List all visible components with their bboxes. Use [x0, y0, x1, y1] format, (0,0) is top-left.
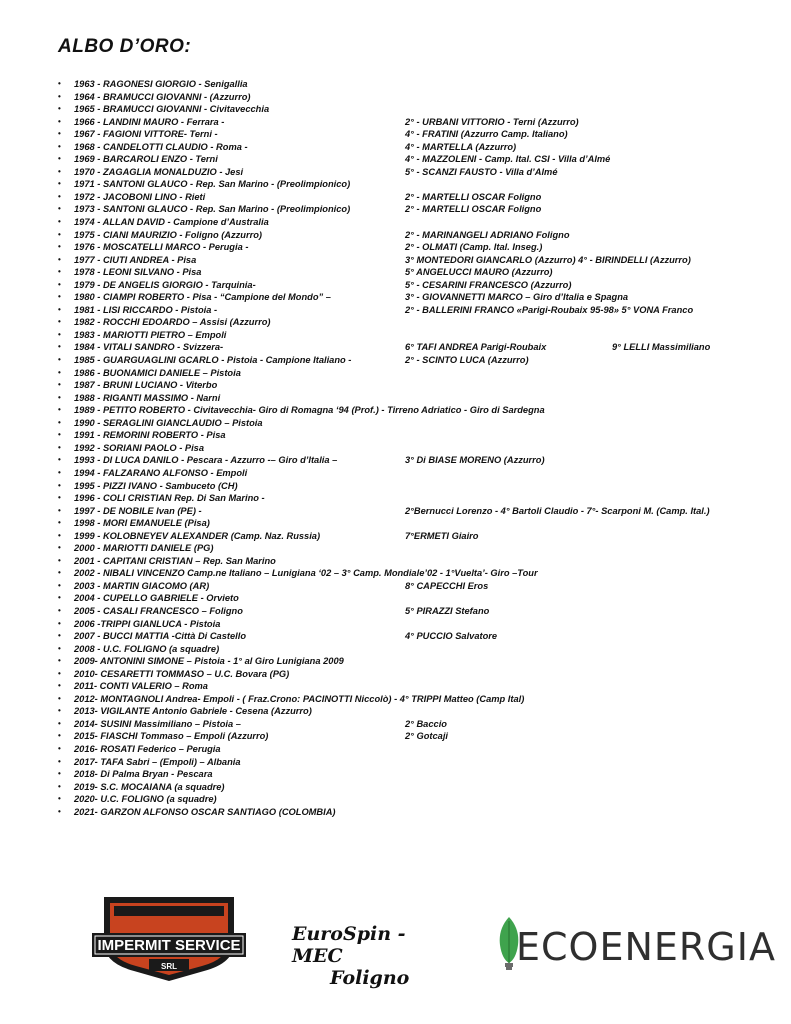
- placement-entry: 2° - MARTELLI OSCAR Foligno: [405, 191, 542, 202]
- winner-entry: 2010- CESARETTI TOMMASO – U.C. Bovara (PG): [74, 668, 290, 679]
- placement-entry: 3° MONTEDORI GIANCARLO (Azzurro) 4° - BIRINDELLI (Azzurro): [405, 254, 691, 265]
- bullet-icon: •: [58, 279, 61, 289]
- list-item: [0, 241, 791, 254]
- bullet-icon: •: [58, 455, 61, 465]
- winner-entry: 2004 - CUPELLO GABRIELE - Orvieto: [74, 593, 239, 604]
- list-item: [0, 492, 791, 505]
- list-item: [0, 743, 791, 756]
- winner-entry: 1989 - PETITO ROBERTO - Civitavecchia- Giro di Romagna ‘94 (Prof.) - Tirreno Adriatico - Giro di Sardegna: [74, 405, 545, 416]
- bullet-icon: •: [58, 543, 61, 553]
- placement-entry: 2° - OLMATI (Camp. Ital. Inseg.): [405, 242, 543, 253]
- winner-entry: 2001 - CAPITANI CRISTIAN – Rep. San Marino: [74, 555, 276, 566]
- bullet-icon: •: [58, 166, 61, 176]
- winner-entry: 2013- VIGILANTE Antonio Gabriele - Cesena (Azzurro): [74, 706, 312, 717]
- winner-entry: 2011- CONTI VALERIO – Roma: [74, 681, 208, 692]
- list-item: [0, 341, 791, 354]
- bullet-icon: •: [58, 79, 61, 88]
- winner-entry: 1995 - PIZZI IVANO - Sambuceto (CH): [74, 480, 238, 491]
- page-title: ALBO D’ORO:: [58, 36, 192, 57]
- bullet-icon: •: [58, 693, 61, 703]
- bullet-icon: •: [58, 129, 61, 139]
- bullet-icon: •: [58, 417, 61, 427]
- bullet-icon: •: [58, 643, 61, 653]
- list-item: [0, 768, 791, 781]
- winner-entry: 1974 - ALLAN DAVID - Campione d’Australia: [74, 217, 269, 228]
- winner-entry: 1963 - RAGONESI GIORGIO - Senigallia: [74, 79, 248, 89]
- winner-entry: 2018- Di Palma Bryan - Pescara: [74, 769, 213, 780]
- placement-entry: 3° - GIOVANNETTI MARCO – Giro d’Italia e Spagna: [405, 292, 629, 303]
- impermit-logo-line2: SRL: [161, 962, 177, 971]
- winner-entry: 1975 - CIANI MAURIZIO - Foligno (Azzurro): [74, 229, 262, 240]
- placement-entry: 2° Baccio: [405, 718, 447, 729]
- winner-entry: 1978 - LEONI SILVANO - Pisa: [74, 267, 202, 278]
- winner-entry: 1969 - BARCAROLI ENZO - Terni: [74, 154, 218, 165]
- bullet-icon: •: [58, 342, 61, 352]
- placement-entry: 7°ERMETI Giairo: [405, 530, 479, 541]
- winner-entry: 2021- GARZON ALFONSO OSCAR SANTIAGO (COLOMBIA): [74, 806, 336, 817]
- winner-entry: 2012- MONTAGNOLI Andrea- Empoli - ( Fraz.Crono: PACINOTTI Niccolò) - 4° TRIPPI Matteo (Camp Ital): [74, 693, 525, 704]
- winner-entry: 1988 - RIGANTI MASSIMO - Narni: [74, 392, 221, 403]
- winner-entry: 2005 - CASALI FRANCESCO – Foligno: [74, 605, 243, 616]
- winner-entry: 1973 - SANTONI GLAUCO - Rep. San Marino - (Preolimpionico): [74, 204, 351, 215]
- bullet-icon: •: [58, 706, 61, 716]
- bullet-icon: •: [58, 405, 61, 415]
- list-item: [0, 78, 791, 91]
- placement-entry: 5° - CESARINI FRANCESCO (Azzurro): [405, 279, 572, 290]
- bullet-icon: •: [58, 191, 61, 201]
- winners-list: [0, 78, 791, 818]
- winner-entry: 1964 - BRAMUCCI GIOVANNI - (Azzurro): [74, 91, 251, 102]
- bullet-icon: •: [58, 367, 61, 377]
- winner-entry: 1981 - LISI RICCARDO - Pistoia -: [74, 304, 218, 315]
- placement-entry: 5° ANGELUCCI MAURO (Azzurro): [405, 267, 553, 278]
- list-item: [0, 128, 791, 141]
- bullet-icon: •: [58, 380, 61, 390]
- list-item: [0, 693, 791, 706]
- bullet-icon: •: [58, 254, 61, 264]
- list-item: [0, 91, 791, 104]
- winner-entry: 2017- TAFA Sabri – (Empoli) – Albania: [74, 756, 241, 767]
- winner-entry: 2014- SUSINI Massimiliano – Pistoia –: [74, 718, 241, 729]
- bullet-icon: •: [58, 555, 61, 565]
- bullet-icon: •: [58, 292, 61, 302]
- list-item: [0, 379, 791, 392]
- bullet-icon: •: [58, 355, 61, 365]
- list-item: [0, 266, 791, 279]
- bullet-icon: •: [58, 631, 61, 641]
- list-item: [0, 166, 791, 179]
- bullet-icon: •: [58, 681, 61, 691]
- winner-entry: 1982 - ROCCHI EDOARDO – Assisi (Azzurro): [74, 317, 271, 328]
- bullet-icon: •: [58, 781, 61, 791]
- winner-entry: 1977 - CIUTI ANDREA - Pisa: [74, 254, 197, 265]
- list-item: [0, 367, 791, 380]
- list-item: [0, 404, 791, 417]
- winner-entry: 1980 - CIAMPI ROBERTO - Pisa - “Campione del Mondo” –: [74, 292, 331, 303]
- list-item: [0, 279, 791, 292]
- placement-entry: 2° Gotcaji: [405, 731, 448, 742]
- winner-entry: 1965 - BRAMUCCI GIOVANNI - Civitavecchia: [74, 104, 270, 115]
- list-item: [0, 191, 791, 204]
- placement-entry: 2°Bernucci Lorenzo - 4° Bartoli Claudio - 7°- Scarponi M. (Camp. Ital.): [405, 505, 710, 516]
- winner-entry: 2000 - MARIOTTI DANIELE (PG): [74, 543, 214, 554]
- list-item: [0, 141, 791, 154]
- bullet-icon: •: [58, 794, 61, 804]
- bullet-icon: •: [58, 242, 61, 252]
- list-item: [0, 781, 791, 794]
- placement-entry: 4° PUCCIO Salvatore: [405, 631, 498, 642]
- bullet-icon: •: [58, 267, 61, 277]
- winner-entry: 1968 - CANDELOTTI CLAUDIO - Roma -: [74, 141, 248, 152]
- list-item: [0, 203, 791, 216]
- winner-entry: 2020- U.C. FOLIGNO (a squadre): [74, 794, 217, 805]
- list-item: [0, 417, 791, 430]
- list-item: [0, 329, 791, 342]
- bullet-icon: •: [58, 806, 61, 816]
- bullet-icon: •: [58, 668, 61, 678]
- impermit-service-logo: [84, 885, 254, 985]
- winner-entry: 1966 - LANDINI MAURO - Ferrara -: [74, 116, 225, 127]
- list-item: [0, 442, 791, 455]
- bullet-icon: •: [58, 204, 61, 214]
- placement-entry: 2° - MARTELLI OSCAR Foligno: [405, 204, 542, 215]
- ecoenergia-logo: ECOENERGIA: [516, 925, 776, 969]
- list-item: [0, 153, 791, 166]
- winner-entry: 1998 - MORI EMANUELE (Pisa): [74, 518, 210, 529]
- bullet-icon: •: [58, 229, 61, 239]
- bullet-icon: •: [58, 91, 61, 101]
- bullet-icon: •: [58, 493, 61, 503]
- list-item: [0, 392, 791, 405]
- bullet-icon: •: [58, 141, 61, 151]
- winner-entry: 1996 - COLI CRISTIAN Rep. Di San Marino -: [74, 493, 265, 504]
- list-item: [0, 291, 791, 304]
- list-item: [0, 229, 791, 242]
- winner-entry: 2015- FIASCHI Tommaso – Empoli (Azzurro): [74, 731, 269, 742]
- placement-entry: 3° Di BIASE MORENO (Azzurro): [405, 455, 545, 466]
- winner-entry: 2008 - U.C. FOLIGNO (a squadre): [74, 643, 220, 654]
- bullet-icon: •: [58, 743, 61, 753]
- placement-entry: 4° - FRATINI (Azzurro Camp. Italiano): [405, 129, 568, 140]
- list-item: [0, 718, 791, 731]
- placement-entry: 5° - SCANZI FAUSTO - Villa d’Almé: [405, 166, 558, 177]
- list-item: [0, 505, 791, 518]
- list-item: [0, 116, 791, 129]
- placement-entry: 8° CAPECCHI Eros: [405, 580, 489, 591]
- placement-entry: 2° - URBANI VITTORIO - Terni (Azzurro): [405, 116, 579, 127]
- list-item: [0, 555, 791, 568]
- bullet-icon: •: [58, 518, 61, 528]
- placement-entry: 9° LELLI Massimiliano: [612, 342, 711, 353]
- bullet-icon: •: [58, 718, 61, 728]
- winner-entry: 2007 - BUCCI MATTIA -Città Di Castello: [74, 631, 247, 642]
- winner-entry: 1993 - DI LUCA DANILO - Pescara - Azzurro -– Giro d’Italia –: [74, 455, 338, 466]
- winner-entry: 1983 - MARIOTTI PIETRO – Empoli: [74, 329, 227, 340]
- list-item: [0, 605, 791, 618]
- list-item: [0, 806, 791, 819]
- list-item: [0, 316, 791, 329]
- bullet-icon: •: [58, 568, 61, 578]
- winner-entry: 1985 - GUARGUAGLINI GCARLO - Pistoia - Campione Italiano -: [74, 355, 352, 366]
- bullet-icon: •: [58, 731, 61, 741]
- bullet-icon: •: [58, 317, 61, 327]
- winner-entry: 1997 - DE NOBILE Ivan (PE) -: [74, 505, 202, 516]
- list-item: [0, 178, 791, 191]
- bullet-icon: •: [58, 505, 61, 515]
- bullet-icon: •: [58, 656, 61, 666]
- winner-entry: 2003 - MARTIN GIACOMO (AR): [74, 580, 210, 591]
- list-item: [0, 730, 791, 743]
- list-item: [0, 354, 791, 367]
- winner-entry: 2009- ANTONINI SIMONE – Pistoia - 1° al Giro Lunigiana 2009: [74, 656, 344, 667]
- eurospin-line1: EuroSpin - MEC: [292, 923, 406, 967]
- winner-entry: 1986 - BUONAMICI DANIELE – Pistoia: [74, 367, 241, 378]
- winner-entry: 1990 - SERAGLINI GIANCLAUDIO – Pistoia: [74, 417, 263, 428]
- winner-entry: 1994 - FALZARANO ALFONSO - Empoli: [74, 467, 248, 478]
- winner-entry: 1999 - KOLOBNEYEV ALEXANDER (Camp. Naz. Russia): [74, 530, 321, 541]
- list-item: [0, 567, 791, 580]
- bullet-icon: •: [58, 769, 61, 779]
- bullet-icon: •: [58, 442, 61, 452]
- winner-entry: 1979 - DE ANGELIS GIORGIO - Tarquinia-: [74, 279, 256, 290]
- list-item: [0, 530, 791, 543]
- bullet-icon: •: [58, 430, 61, 440]
- placement-entry: 6° TAFI ANDREA Parigi-Roubaix: [405, 342, 547, 353]
- winner-entry: 2002 - NIBALI VINCENZO Camp.ne Italiano – Lunigiana ‘02 – 3° Camp. Mondiale’02 - 1°Vuelta’- Giro –Tour: [74, 568, 538, 579]
- winner-entry: 1984 - VITALI SANDRO - Svizzera-: [74, 342, 224, 353]
- winner-entry: 1970 - ZAGAGLIA MONALDUZIO - Jesi: [74, 166, 244, 177]
- winner-entry: 2019- S.C. MOCAIANA (a squadre): [74, 781, 225, 792]
- list-item: [0, 454, 791, 467]
- winner-entry: 1967 - FAGIONI VITTORE- Terni -: [74, 129, 218, 140]
- list-item: [0, 668, 791, 681]
- placement-entry: 4° - MAZZOLENI - Camp. Ital. CSI - Villa d’Almé: [405, 154, 611, 165]
- list-item: [0, 655, 791, 668]
- list-item: [0, 467, 791, 480]
- list-item: [0, 304, 791, 317]
- list-item: [0, 480, 791, 493]
- bullet-icon: •: [58, 530, 61, 540]
- placement-entry: 2° - SCINTO LUCA (Azzurro): [405, 355, 529, 366]
- placement-entry: 2° - MARINANGELI ADRIANO Foligno: [405, 229, 570, 240]
- list-item: [0, 630, 791, 643]
- winner-entry: 1987 - BRUNI LUCIANO - Viterbo: [74, 380, 218, 391]
- sponsors-footer: [0, 875, 791, 995]
- winner-entry: 1991 - REMORINI ROBERTO - Pisa: [74, 430, 226, 441]
- bullet-icon: •: [58, 756, 61, 766]
- list-item: [0, 643, 791, 656]
- winner-entry: 2006 -TRIPPI GIANLUCA - Pistoia: [74, 618, 221, 629]
- placement-entry: 5° PIRAZZI Stefano: [405, 605, 490, 616]
- bullet-icon: •: [58, 605, 61, 615]
- bullet-icon: •: [58, 580, 61, 590]
- placement-entry: 2° - BALLERINI FRANCO «Parigi-Roubaix 95-98» 5° VONA Franco: [405, 304, 694, 315]
- bullet-icon: •: [58, 593, 61, 603]
- eurospin-line2: Foligno: [330, 967, 410, 989]
- impermit-logo-line1: IMPERMIT SERVICE: [97, 937, 241, 954]
- list-item: [0, 103, 791, 116]
- bullet-icon: •: [58, 179, 61, 189]
- placement-entry: 4° - MARTELLA (Azzurro): [405, 141, 517, 152]
- list-item: [0, 254, 791, 267]
- bullet-icon: •: [58, 116, 61, 126]
- bullet-icon: •: [58, 480, 61, 490]
- bullet-icon: •: [58, 217, 61, 227]
- list-item: [0, 793, 791, 806]
- list-item: [0, 517, 791, 530]
- list-item: [0, 618, 791, 631]
- eurospin-sponsor: [292, 923, 462, 989]
- bullet-icon: •: [58, 618, 61, 628]
- winner-entry: 1992 - SORIANI PAOLO - Pisa: [74, 442, 205, 453]
- list-item: [0, 216, 791, 229]
- winner-entry: 1972 - JACOBONI LINO - Rieti: [74, 191, 206, 202]
- list-item: [0, 542, 791, 555]
- winner-entry: 1971 - SANTONI GLAUCO - Rep. San Marino - (Preolimpionico): [74, 179, 351, 190]
- list-item: [0, 429, 791, 442]
- winner-entry: 2016- ROSATI Federico – Perugia: [74, 743, 221, 754]
- bullet-icon: •: [58, 154, 61, 164]
- list-item: [0, 592, 791, 605]
- bullet-icon: •: [58, 304, 61, 314]
- bullet-icon: •: [58, 392, 61, 402]
- bullet-icon: •: [58, 329, 61, 339]
- bullet-icon: •: [58, 104, 61, 114]
- list-item: [0, 680, 791, 693]
- list-item: [0, 705, 791, 718]
- list-item: [0, 580, 791, 593]
- bullet-icon: •: [58, 467, 61, 477]
- winner-entry: 1976 - MOSCATELLI MARCO - Perugia -: [74, 242, 249, 253]
- list-item: [0, 756, 791, 769]
